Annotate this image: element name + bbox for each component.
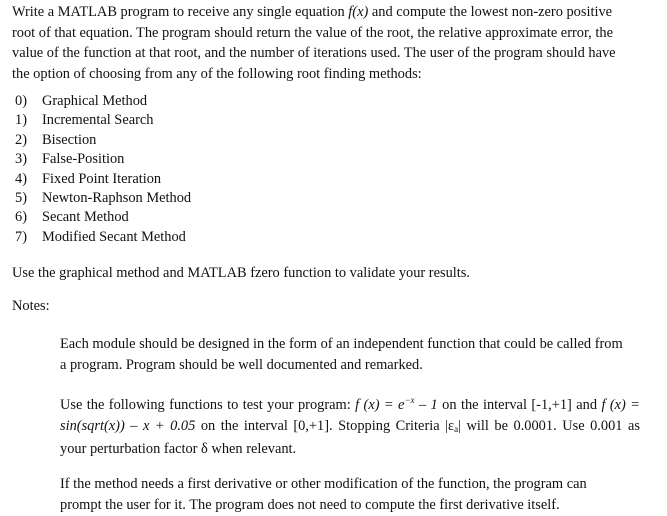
intro-line-2: root of that equation. The program should return the value of the root, the relative approximate error, the	[12, 24, 613, 41]
note1-line-2: a program. Program should be well documented and remarked.	[60, 356, 423, 373]
list-item: 4) Fixed Point Iteration	[15, 170, 162, 187]
note2-line-3: your perturbation factor δ when relevant.	[60, 441, 297, 458]
epsilon-subscript: a	[454, 423, 459, 434]
intro-line-4: the option of choosing from any of the following root finding methods:	[12, 65, 422, 82]
note-module-design	[60, 334, 640, 376]
notes-label: Notes:	[12, 298, 50, 315]
document	[12, 2, 660, 516]
note-test-functions	[60, 390, 640, 460]
note-derivative	[60, 474, 640, 516]
list-item: 7) Modified Secant Method	[15, 228, 186, 245]
list-item: 5) Newton-Raphson Method	[15, 189, 192, 206]
list-item: 2) Bisection	[15, 131, 97, 148]
list-item: 0) Graphical Method	[15, 93, 148, 109]
list-item: 6) Secant Method	[15, 209, 129, 226]
note1-line-1: Each module should be designed in the form of an independent function that could be called from	[60, 336, 623, 353]
list-item: 3) False-Position	[15, 151, 125, 168]
note3-line-1: If the method needs a first derivative or other modification of the function, the program can	[60, 476, 587, 493]
fx-symbol: f(x)	[348, 4, 369, 20]
note3-line-2: prompt the user for it. The program does not need to compute the first derivative itself.	[60, 496, 560, 513]
validate-paragraph: Use the graphical method and MATLAB fzero function to validate your results.	[12, 265, 470, 282]
list-item: 1) Incremental Search	[15, 112, 154, 129]
methods-list	[12, 92, 660, 247]
function-2-expr: sin(sqrt(x)) – x + 0.05	[60, 417, 196, 434]
function-1: f $(x) = e^{-x} - 1$	[355, 394, 438, 413]
intro-line-1: Write a MATLAB program to receive any single equation f(x) and compute the lowest non-zero positive	[12, 4, 613, 20]
intro-paragraph	[12, 2, 660, 84]
note2-lines-1-2: Use the following functions to test your program: f $(x) = e^{-x} - 1$ on the interval [-1,+1] and f (x) = sin(sqrt(x)) – x + 0.05 on the interval [0,+1]. Stopping Criteria $|\varepsilon_a|$ will be 0.0001. Use 0.001 as	[60, 394, 640, 434]
function-2-lhs: f (x) =	[601, 396, 640, 413]
intro-line-3: value of the function at that root, and the number of iterations used. The user of the program should have	[12, 45, 616, 61]
